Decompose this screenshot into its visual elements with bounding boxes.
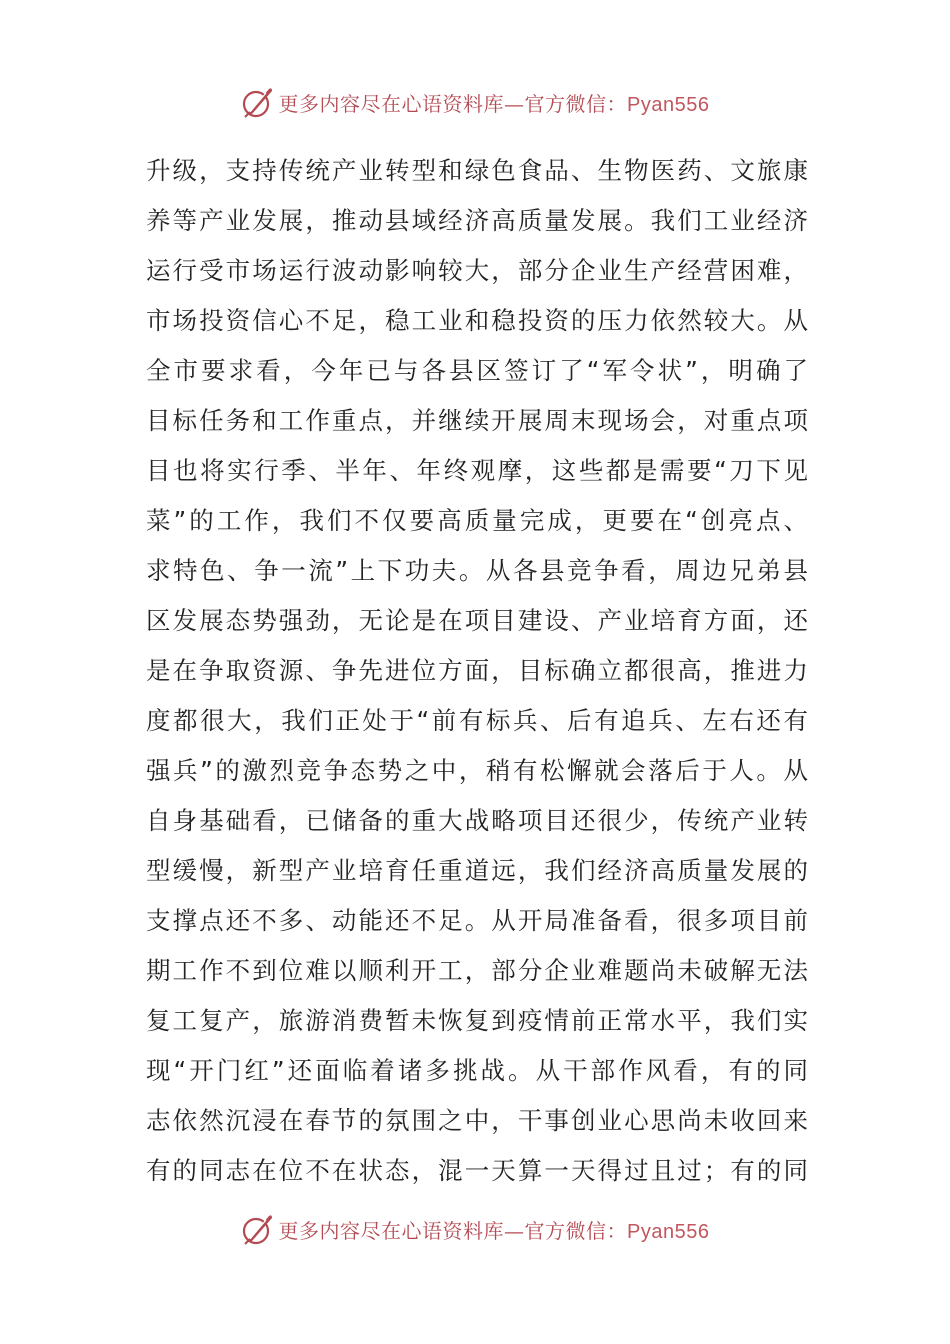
footer-wechat-label: 官方微信： xyxy=(524,1218,628,1243)
body-line: 有的同志在位不在状态，混一天算一天得过且过；有的同 xyxy=(146,1156,808,1185)
body-line: 菜”的工作，我们不仅要高质量完成，更要在“创亮点、 xyxy=(146,506,808,535)
body-line: 市场投资信心不足，稳工业和稳投资的压力依然较大。从 xyxy=(146,306,808,335)
body-line: 目也将实行季、半年、年终观摩，这些都是需要“刀下见 xyxy=(146,456,808,485)
body-line: 养等产业发展，推动县域经济高质量发展。我们工业经济 xyxy=(146,206,808,235)
body-line: 复工复产，旅游消费暂未恢复到疫情前正常水平，我们实 xyxy=(146,1006,808,1035)
header-watermark-banner xyxy=(0,82,950,122)
body-line: 升级，支持传统产业转型和绿色食品、生物医药、文旅康 xyxy=(146,156,808,185)
body-line: 自身基础看，已储备的重大战略项目还很少，传统产业转 xyxy=(146,806,808,835)
body-line: 期工作不到位难以顺利开工，部分企业难题尚未破解无法 xyxy=(146,956,808,985)
quill-circle-logo-icon xyxy=(241,1212,275,1246)
footer-brand-text: 更多内容尽在心语资料库 xyxy=(278,1218,505,1243)
document-body xyxy=(146,146,808,1196)
header-handle: Pyan556 xyxy=(627,93,710,116)
footer-dash: — xyxy=(504,1218,525,1243)
body-line: 区发展态势强劲，无论是在项目建设、产业培育方面，还 xyxy=(146,606,808,635)
body-line: 现“开门红”还面临着诸多挑战。从干部作风看，有的同 xyxy=(146,1056,808,1085)
body-line: 志依然沉浸在春节的氛围之中，干事创业心思尚未收回来 xyxy=(146,1106,808,1135)
body-line: 强兵”的激烈竞争态势之中，稍有松懈就会落后于人。从 xyxy=(146,756,808,785)
header-watermark-text xyxy=(279,88,710,117)
body-line: 全市要求看，今年已与各县区签订了“军令状”，明确了 xyxy=(146,356,808,385)
footer-watermark-text xyxy=(279,1215,710,1244)
header-brand-text: 更多内容尽在心语资料库 xyxy=(278,91,505,116)
body-line: 型缓慢，新型产业培育任重道远，我们经济高质量发展的 xyxy=(146,856,808,885)
body-line: 目标任务和工作重点，并继续开展周末现场会，对重点项 xyxy=(146,406,808,435)
body-line: 求特色、争一流”上下功夫。从各县竞争看，周边兄弟县 xyxy=(146,556,808,585)
footer-watermark-banner xyxy=(0,1209,950,1249)
body-line: 是在争取资源、争先进位方面，目标确立都很高，推进力 xyxy=(146,656,808,685)
header-dash: — xyxy=(504,91,525,116)
quill-circle-logo-icon xyxy=(241,85,275,119)
body-line: 度都很大，我们正处于“前有标兵、后有追兵、左右还有 xyxy=(146,706,808,735)
body-line: 运行受市场运行波动影响较大，部分企业生产经营困难， xyxy=(146,256,808,285)
header-wechat-label: 官方微信： xyxy=(524,91,628,116)
footer-handle: Pyan556 xyxy=(627,1220,710,1243)
body-line: 支撑点还不多、动能还不足。从开局准备看，很多项目前 xyxy=(146,906,808,935)
